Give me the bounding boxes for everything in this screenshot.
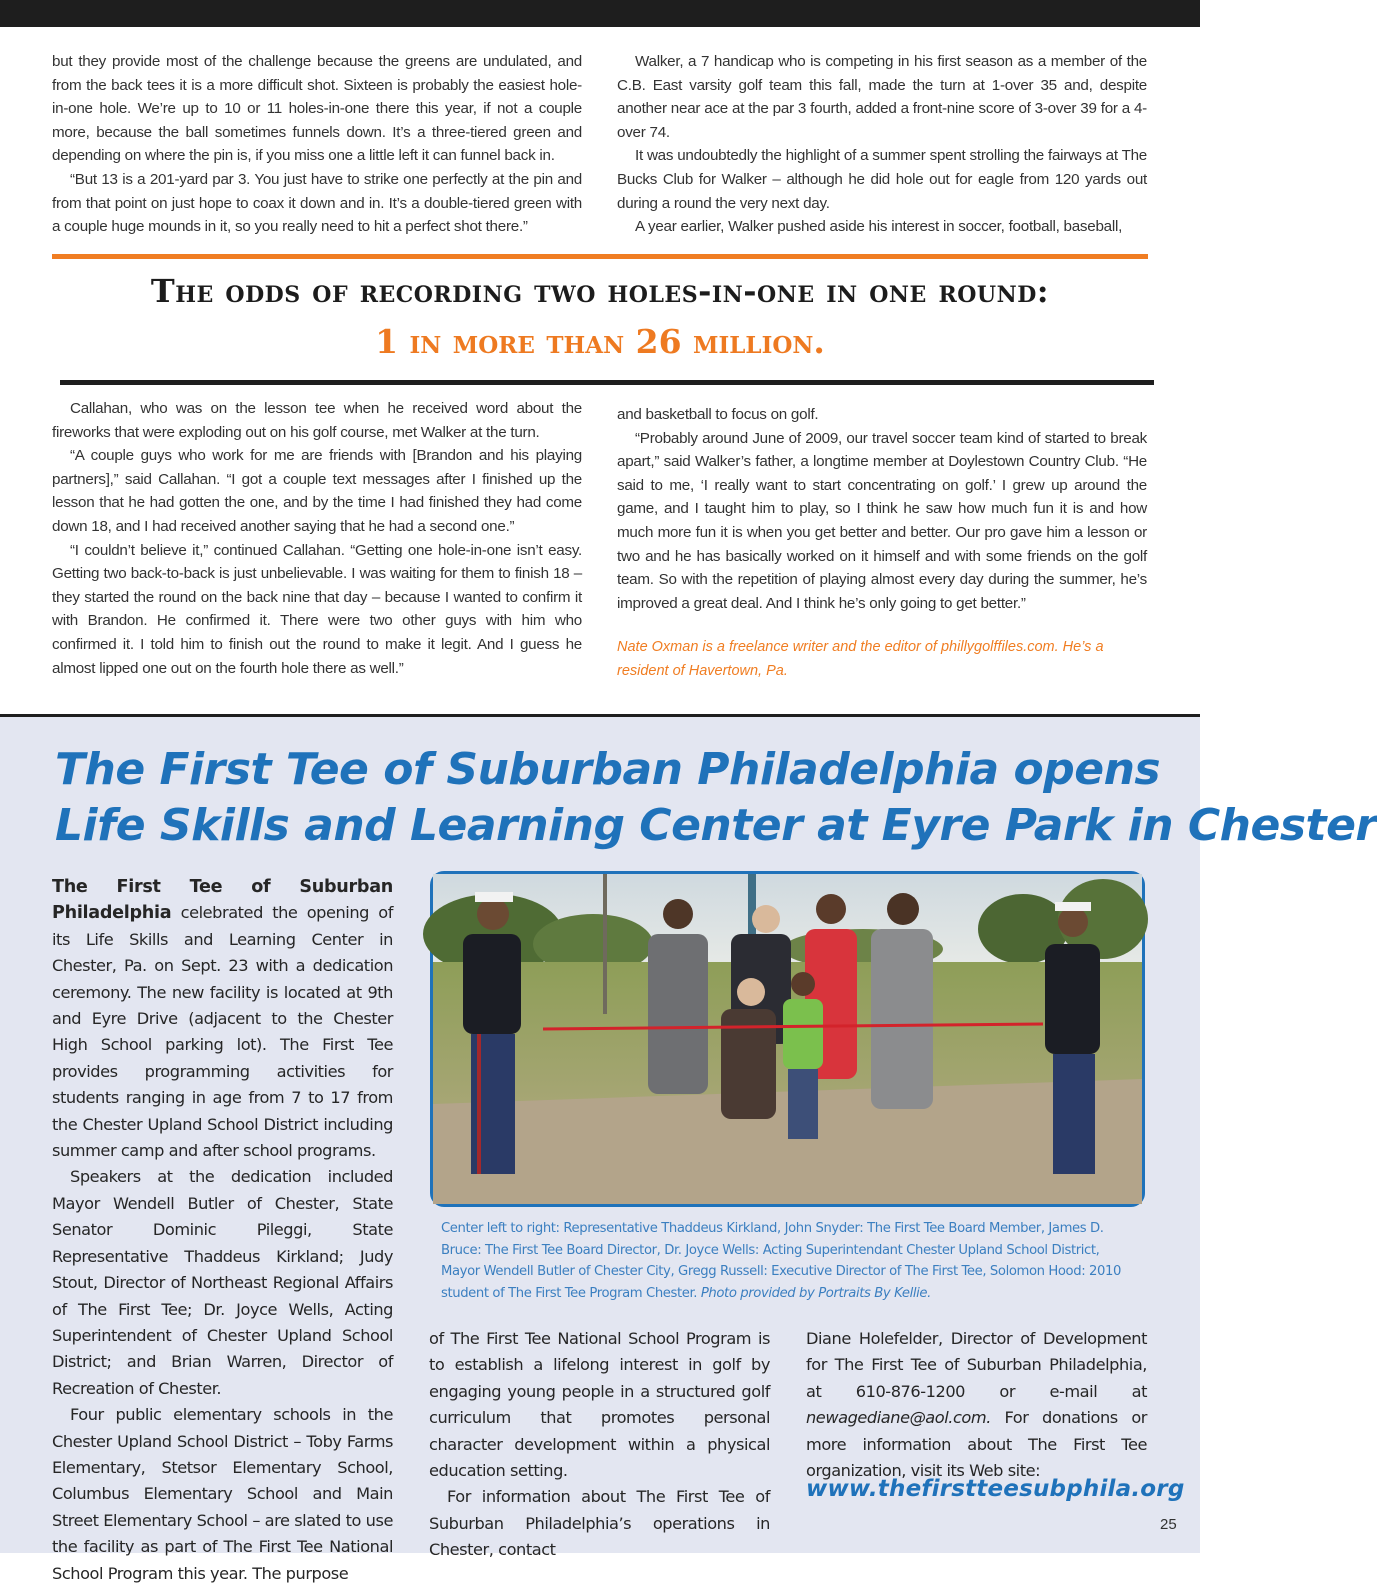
- author-credit: Nate Oxman is a freelance writer and the editor of phillygolffiles.com. He’s a resident of Havertown, Pa.: [617, 639, 1104, 679]
- page-number: 25: [1160, 1516, 1177, 1533]
- pull-quote-top-rule: [52, 254, 1148, 259]
- paragraph: Four public elementary schools in the Chester Upland School District – Toby Farms Elementary, Stetsor Elementary School, Columbus Elementary School and Main Street Elementary School – are slated to use the facility as part of The First Tee National School Program this year. The purpose: [52, 1405, 393, 1583]
- pull-quote-line-1: The odds of recording two holes-in-one in one round:: [150, 272, 1050, 310]
- top-black-bar: [0, 0, 1200, 27]
- photo-caption: [441, 1218, 1141, 1304]
- pull-quote-line-2: 1 in more than 26 million.: [375, 322, 825, 361]
- article-top-left-column: [52, 50, 582, 239]
- paragraph: Speakers at the dedication included Mayor Wendell Butler of Chester, State Senator Dominic Pileggi, State Representative Thaddeus Kirkland; Judy Stout, Director of Northeast Regional Affairs of The First Tee; Dr. Joyce Wells, Acting Superintendent of Chester Upland School District; and Brian Warren, Director of Recreation of Chester.: [52, 1167, 393, 1398]
- paragraph-text: For donations or more information about The First Tee organization, visit its Web site:: [806, 1408, 1147, 1481]
- feature-column-2: [429, 1326, 770, 1564]
- pull-quote-bottom-rule: [60, 380, 1154, 385]
- article-bottom-left-column: [52, 397, 582, 680]
- website-url: www.thefirstteesubphila.org: [806, 1476, 1185, 1502]
- feature-headline-line-2: Life Skills and Learning Center at Eyre Park in Chester: [55, 800, 1377, 851]
- article-bottom-right-column: [617, 403, 1147, 615]
- photo-illustration: [433, 874, 1142, 1204]
- paragraph: “I couldn’t believe it,” continued Callahan. “Getting one hole-in-one isn’t easy. Getting two back-to-back is just unbelievable. I was waiting for them to finish 18 – they started the round on the back nine that day – because I wanted to confirm it with Brandon. He confirmed it. There were two other guys with him who confirmed it. I told him to finish out the round to make it legit. And I guess he almost lipped one out on the fourth hole there as well.”: [52, 541, 582, 677]
- contact-email: newagediane@aol.com.: [806, 1408, 991, 1428]
- paragraph: and basketball to focus on golf.: [617, 406, 819, 423]
- paragraph: It was undoubtedly the highlight of a summer spent strolling the fairways at The Bucks Club for Walker – although he did hole out for eagle from 120 yards out during a round the very next day.: [617, 147, 1147, 212]
- paragraph: [806, 1326, 1147, 1484]
- paragraph: of The First Tee National School Program is to establish a lifelong interest in golf by engaging young people in a structured golf curriculum that promotes personal character development within a physical education setting.: [429, 1329, 770, 1481]
- paragraph: Callahan, who was on the lesson tee when he received word about the fireworks that were exploding out on his golf course, met Walker at the turn.: [52, 400, 582, 441]
- paragraph-text: celebrated the opening of its Life Skills and Learning Center in Chester, Pa. on Sept. 23 with a dedication ceremony. The new facility is located at 9th and Eyre Drive (adjacent to the Chester High School parking lot). The First Tee provides programming activities for students ranging in age from 7 to 17 from the Chester Upland School District including summer camp and after school programs.: [52, 903, 393, 1161]
- paragraph: [52, 874, 393, 1164]
- paragraph: A year earlier, Walker pushed aside his interest in soccer, football, baseball,: [635, 218, 1123, 236]
- paragraph: For information about The First Tee of Suburban Philadelphia’s operations in Chester, contact: [429, 1487, 770, 1560]
- feature-column-3: [806, 1326, 1147, 1484]
- caption-text: Center left to right: Representative Thaddeus Kirkland, John Snyder: The First Tee Board Member, James D. Bruce: The First Tee Board Director, Dr. Joyce Wells: Acting Superintendant Chester Upland School District, Mayor Wendell Butler of Chester City, Gregg Russell: Executive Director of The First Tee, Solomon Hood: 2010 student of The First Tee Program Chester.: [441, 1221, 1121, 1301]
- article-top-right-column: [617, 50, 1147, 239]
- paragraph: “But 13 is a 201-yard par 3. You just have to strike one perfectly at the pin and from that point on just hope to coax it down and in. It’s a double-tiered green with a couple huge mounds in it, so you really need to hit a perfect shot there.”: [52, 170, 582, 236]
- paragraph: but they provide most of the challenge because the greens are undulated, and from the back tees it is a more difficult shot. Sixteen is probably the easiest hole-in-one hole. We’re up to 10 or 11 holes-in-one there this year, if not a couple more, because the ball sometimes funnels down. It’s a three-tiered green and depending on where the pin is, if you miss one a little left it can funnel back in.: [52, 53, 582, 165]
- lead-in: The First Tee of Suburban Philadelphia: [52, 877, 393, 924]
- feature-headline: [55, 742, 1377, 854]
- feature-column-1: [52, 874, 393, 1587]
- feature-headline-line-1: The First Tee of Suburban Philadelphia opens: [55, 744, 1161, 795]
- ribbon-cutting-photo: [430, 871, 1145, 1207]
- paragraph-text: Diane Holefelder, Director of Development for The First Tee of Suburban Philadelphia, at 610-876-1200 or e-mail at: [806, 1329, 1147, 1401]
- paragraph: “Probably around June of 2009, our travel soccer team kind of started to break apart,” said Walker’s father, a longtime member at Doylestown Country Club. “He said to me, ‘I really want to start concentrating on golf.’ I grew up around the game, and I taught him to play, so I think he saw how much fun it is and how much more fun it is when you get better and better. Our pro gave him a lesson or two and he has basically worked on it himself and with some friends on the golf team. So with the repetition of playing almost every day during the summer, he’s improved a great deal. And I think he’s only going to get better.”: [617, 429, 1147, 612]
- paragraph: Walker, a 7 handicap who is competing in his first season as a member of the C.B. East varsity golf team this fall, made the turn at 1-over 35 and, despite another near ace at the par 3 fourth, added a front-nine score of 3-over 39 for a 4-over 74.: [617, 53, 1147, 141]
- paragraph: “A couple guys who work for me are friends with [Brandon and his playing partners],” said Callahan. “I got a couple text messages after I finished up the lesson that he had gotten the one, and by the time I had finished they had come down 18, and I had received another saying that he had a second one.”: [52, 447, 582, 535]
- photo-credit: Photo provided by Portraits By Kellie.: [700, 1285, 931, 1301]
